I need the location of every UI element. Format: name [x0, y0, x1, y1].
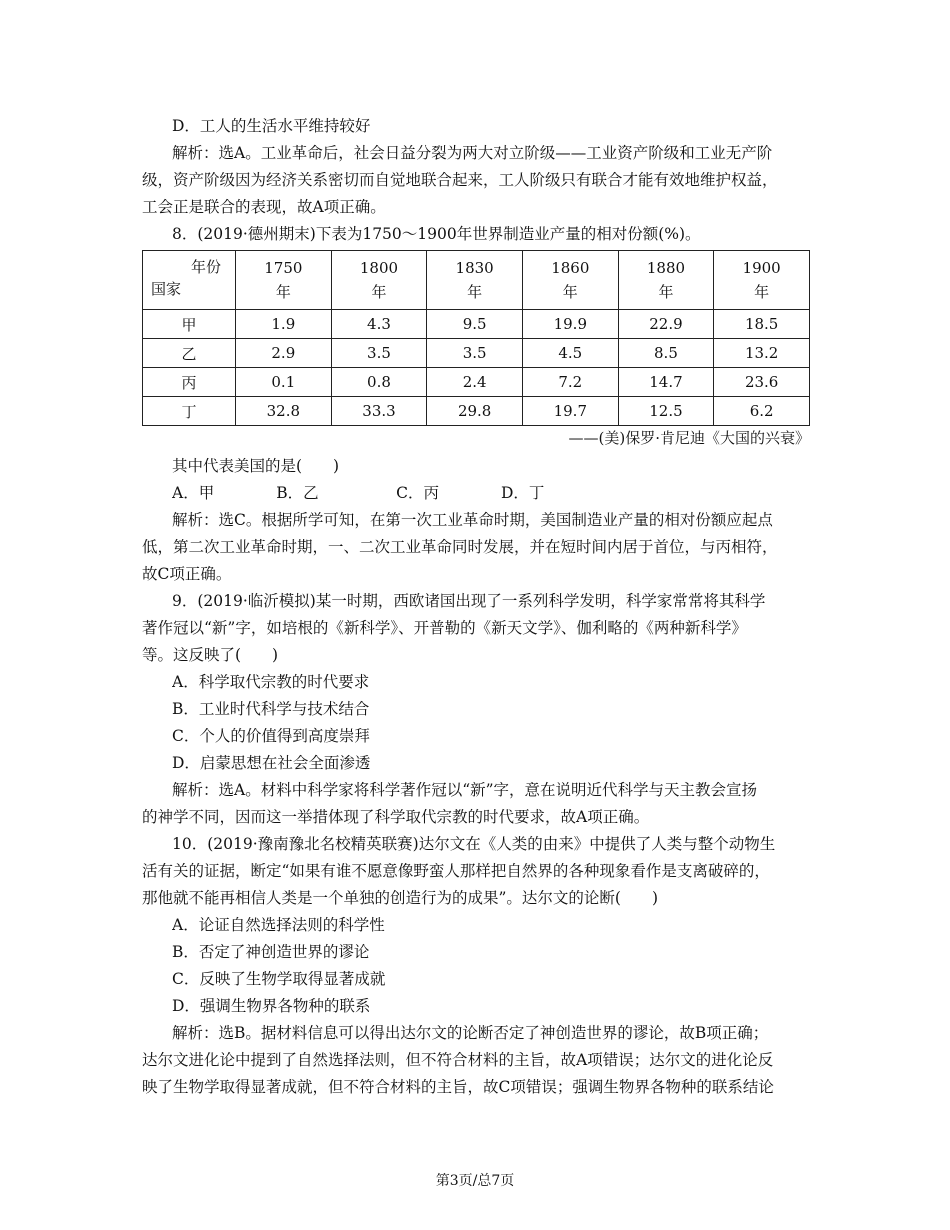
- question-10-option-c: C．反映了生物学取得显著成就: [172, 970, 386, 988]
- value-cell: 2.4: [427, 368, 523, 397]
- table-row: [143, 339, 810, 368]
- value-cell: 23.6: [714, 368, 810, 397]
- analysis-q7-line3: 工会正是联合的表现，故A项正确。: [142, 198, 386, 216]
- analysis-q10-line1: 解析：选B。据材料信息可以得出达尔文的论断否定了神创造世界的谬论，故B项正确；: [172, 1024, 769, 1042]
- year-header: 1860 年: [522, 251, 618, 310]
- year-header: 1830 年: [427, 251, 523, 310]
- value-cell: 1.9: [236, 310, 332, 339]
- analysis-q10-line3: 映了生物学取得显著成就，但不符合材料的主旨，故C项错误；强调生物界各物种的联系结论: [142, 1078, 774, 1096]
- question-10-option-a: A．论证自然选择法则的科学性: [172, 916, 385, 934]
- analysis-q10-line2: 达尔文进化论中提到了自然选择法则，但不符合材料的主旨，故A项错误；达尔文的进化论反: [142, 1051, 774, 1069]
- corner-label-year: 年份: [190, 258, 221, 276]
- value-cell: 19.9: [522, 310, 618, 339]
- question-9-line1: 9．(2019·临沂模拟)某一时期，西欧诸国出现了一系列科学发明，科学家常常将其科学: [172, 592, 766, 610]
- analysis-q7-line1: 解析：选A。工业革命后，社会日益分裂为两大对立阶级——工业资产阶级和工业无产阶: [172, 144, 773, 162]
- question-10-line3: 那他就不能再相信人类是一个单独的创造行为的成果”。达尔文的论断( ): [142, 889, 659, 907]
- value-cell: 29.8: [427, 397, 523, 426]
- value-cell: 0.1: [236, 368, 332, 397]
- table-row: [143, 397, 810, 426]
- value-cell: 7.2: [522, 368, 618, 397]
- value-cell: 3.5: [427, 339, 523, 368]
- manufacturing-share-table: [142, 250, 810, 426]
- value-cell: 19.7: [522, 397, 618, 426]
- country-cell: 甲: [143, 310, 236, 339]
- analysis-q9-line2: 的神学不同，因而这一举措体现了科学取代宗教的时代要求，故A项正确。: [142, 808, 650, 826]
- value-cell: 14.7: [618, 368, 714, 397]
- analysis-q7-line2: 级，资产阶级因为经济关系密切而自觉地联合起来，工人阶级只有联合才能有效地维护权益，: [142, 171, 778, 189]
- value-cell: 9.5: [427, 310, 523, 339]
- year-header: 1800 年: [331, 251, 427, 310]
- question-9-line3: 等。这反映了( ): [142, 646, 279, 664]
- question-9-option-c: C．个人的价值得到高度崇拜: [172, 727, 370, 745]
- value-cell: 2.9: [236, 339, 332, 368]
- year-header: 1750 年: [236, 251, 332, 310]
- analysis-q8-line1: 解析：选C。根据所学可知，在第一次工业革命时期，美国制造业产量的相对份额应起点: [172, 511, 773, 529]
- analysis-q8-line2: 低，第二次工业革命时期，一、二次工业革命同时发展，并在短时间内居于首位，与丙相符，: [142, 538, 778, 556]
- question-10-line1: 10．(2019·豫南豫北名校精英联赛)达尔文在《人类的由来》中提供了人类与整个动物生: [172, 835, 776, 853]
- corner-label-country: 国家: [151, 280, 182, 298]
- value-cell: 8.5: [618, 339, 714, 368]
- year-header: 1900 年: [714, 251, 810, 310]
- question-8-options: A．甲 B．乙 C．丙 D．丁: [172, 484, 545, 502]
- question-8-stem: 8．(2019·德州期末)下表为1750～1900年世界制造业产量的相对份额(%)。: [172, 225, 701, 243]
- country-cell: 乙: [143, 339, 236, 368]
- page-number: 第3页/总7页: [435, 1173, 515, 1189]
- country-cell: 丙: [143, 368, 236, 397]
- option-d-q7: D．工人的生活水平维持较好: [172, 117, 371, 135]
- value-cell: 4.3: [331, 310, 427, 339]
- table-corner-cell: [143, 251, 236, 310]
- country-cell: 丁: [143, 397, 236, 426]
- value-cell: 22.9: [618, 310, 714, 339]
- question-10-option-d: D．强调生物界各物种的联系: [172, 997, 371, 1015]
- analysis-q9-line1: 解析：选A。材料中科学家将科学著作冠以“新”字，意在说明近代科学与天主教会宣扬: [172, 781, 758, 799]
- value-cell: 18.5: [714, 310, 810, 339]
- value-cell: 32.8: [236, 397, 332, 426]
- value-cell: 33.3: [331, 397, 427, 426]
- table-row: [143, 310, 810, 339]
- table-header-row: [143, 251, 810, 310]
- question-9-option-b: B．工业时代科学与技术结合: [172, 700, 370, 718]
- question-10-option-b: B．否定了神创造世界的谬论: [172, 943, 370, 961]
- question-9-line2: 著作冠以“新”字，如培根的《新科学》、开普勒的《新天文学》、伽利略的《两种新科学》: [142, 619, 747, 637]
- table-source: ——(美)保罗·肯尼迪《大国的兴衰》: [568, 429, 810, 447]
- question-9-option-a: A．科学取代宗教的时代要求: [172, 673, 370, 691]
- value-cell: 3.5: [331, 339, 427, 368]
- value-cell: 0.8: [331, 368, 427, 397]
- year-header: 1880 年: [618, 251, 714, 310]
- value-cell: 4.5: [522, 339, 618, 368]
- question-9-option-d: D．启蒙思想在社会全面渗透: [172, 754, 371, 772]
- table-row: [143, 368, 810, 397]
- value-cell: 13.2: [714, 339, 810, 368]
- value-cell: 12.5: [618, 397, 714, 426]
- question-8-prompt: 其中代表美国的是( ): [172, 457, 340, 475]
- analysis-q8-line3: 故C项正确。: [142, 565, 232, 583]
- question-10-line2: 活有关的证据，断定“如果有谁不愿意像野蛮人那样把自然界的各种现象看作是支离破碎的，: [142, 862, 770, 880]
- value-cell: 6.2: [714, 397, 810, 426]
